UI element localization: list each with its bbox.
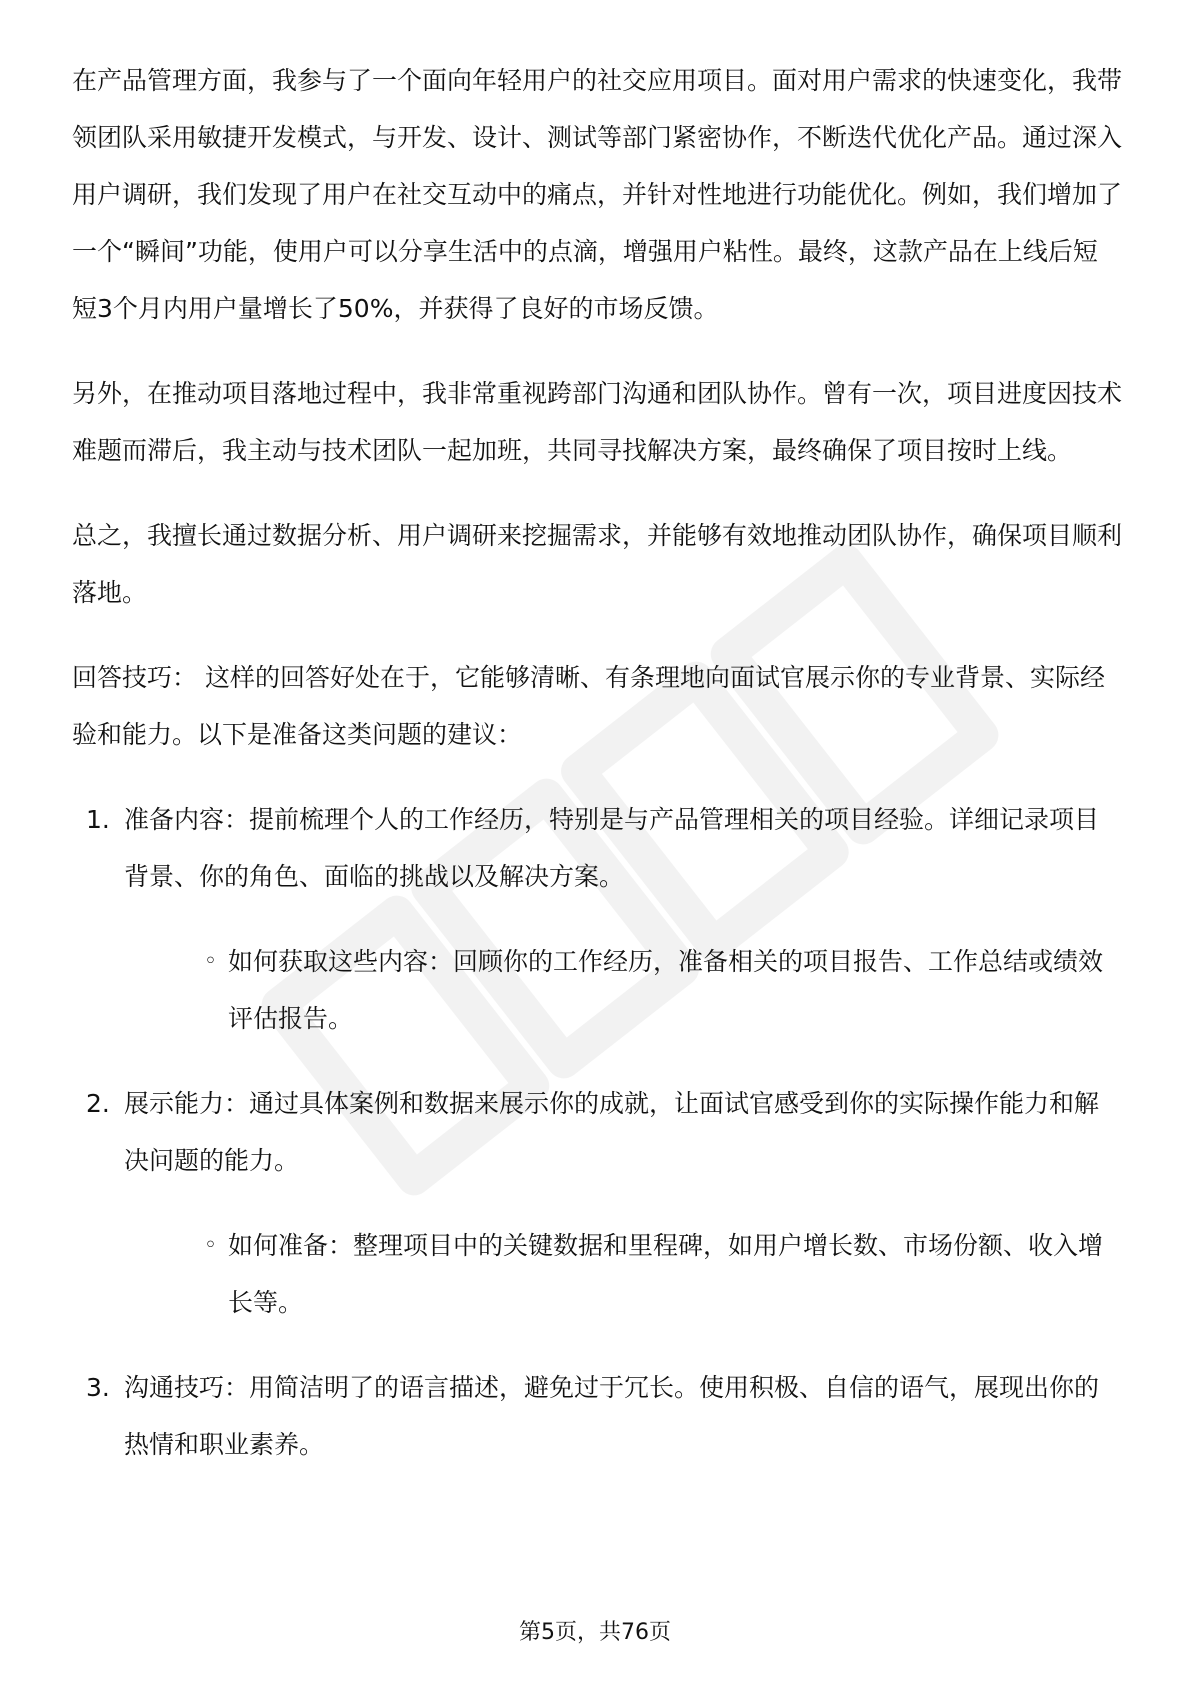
list-item-text: 展示能力：通过具体案例和数据来展示你的成就，让面试官感受到你的实际操作能力和解决问题的能力。 [124,1089,1100,1175]
bullet-icon: ◦ [204,1233,217,1258]
paragraph-summary: 总之，我擅长通过数据分析、用户调研来挖掘需求，并能够有效地推动团队协作，确保项目顺利落地。 [72,521,1123,607]
list-item [72,791,1122,1047]
paragraph-collaboration: 另外，在推动项目落地过程中，我非常重视跨部门沟通和团队协作。曾有一次，项目进度因技术难题而滞后，我主动与技术团队一起加班，共同寻找解决方案，最终确保了项目按时上线。 [72,379,1123,465]
list-item-text: 准备内容：提前梳理个人的工作经历，特别是与产品管理相关的项目经验。详细记录项目背景、你的角色、面临的挑战以及解决方案。 [124,805,1100,891]
page-footer: 第5页，共76页 [519,1620,671,1645]
list-number: 3. [86,1373,110,1402]
sub-list-item-text: 如何准备：整理项目中的关键数据和里程碑，如用户增长数、市场份额、收入增长等。 [228,1231,1104,1317]
sub-list-item-text: 如何获取这些内容：回顾你的工作经历，准备相关的项目报告、工作总结或绩效评估报告。 [228,947,1104,1033]
list-number: 1. [86,805,110,834]
sub-list-item [124,1217,1122,1331]
list-item [72,1359,1122,1473]
sub-list-item [124,933,1122,1047]
paragraph-answer-tips: 回答技巧： 这样的回答好处在于，它能够清晰、有条理地向面试官展示你的专业背景、实际经验和能力。以下是准备这类问题的建议： [72,663,1105,749]
document-body [72,52,1122,1501]
tips-list [72,791,1122,1473]
list-item-text: 沟通技巧：用简洁明了的语言描述，避免过于冗长。使用积极、自信的语气，展现出你的热情和职业素养。 [124,1373,1100,1459]
paragraph-experience: 在产品管理方面，我参与了一个面向年轻用户的社交应用项目。面对用户需求的快速变化，我带领团队采用敏捷开发模式，与开发、设计、测试等部门紧密协作，不断迭代优化产品。通过深入用户调研，我们发现了用户在社交互动中的痛点，并针对性地进行功能优化。例如，我们增加了一个“瞬间”功能，使用户可以分享生活中的点滴，增强用户粘性。最终，这款产品在上线后短短3个月内用户量增长了50%，并获得了良好的市场反馈。 [72,66,1123,323]
bullet-icon: ◦ [204,949,217,974]
list-number: 2. [86,1089,110,1118]
list-item [72,1075,1122,1331]
